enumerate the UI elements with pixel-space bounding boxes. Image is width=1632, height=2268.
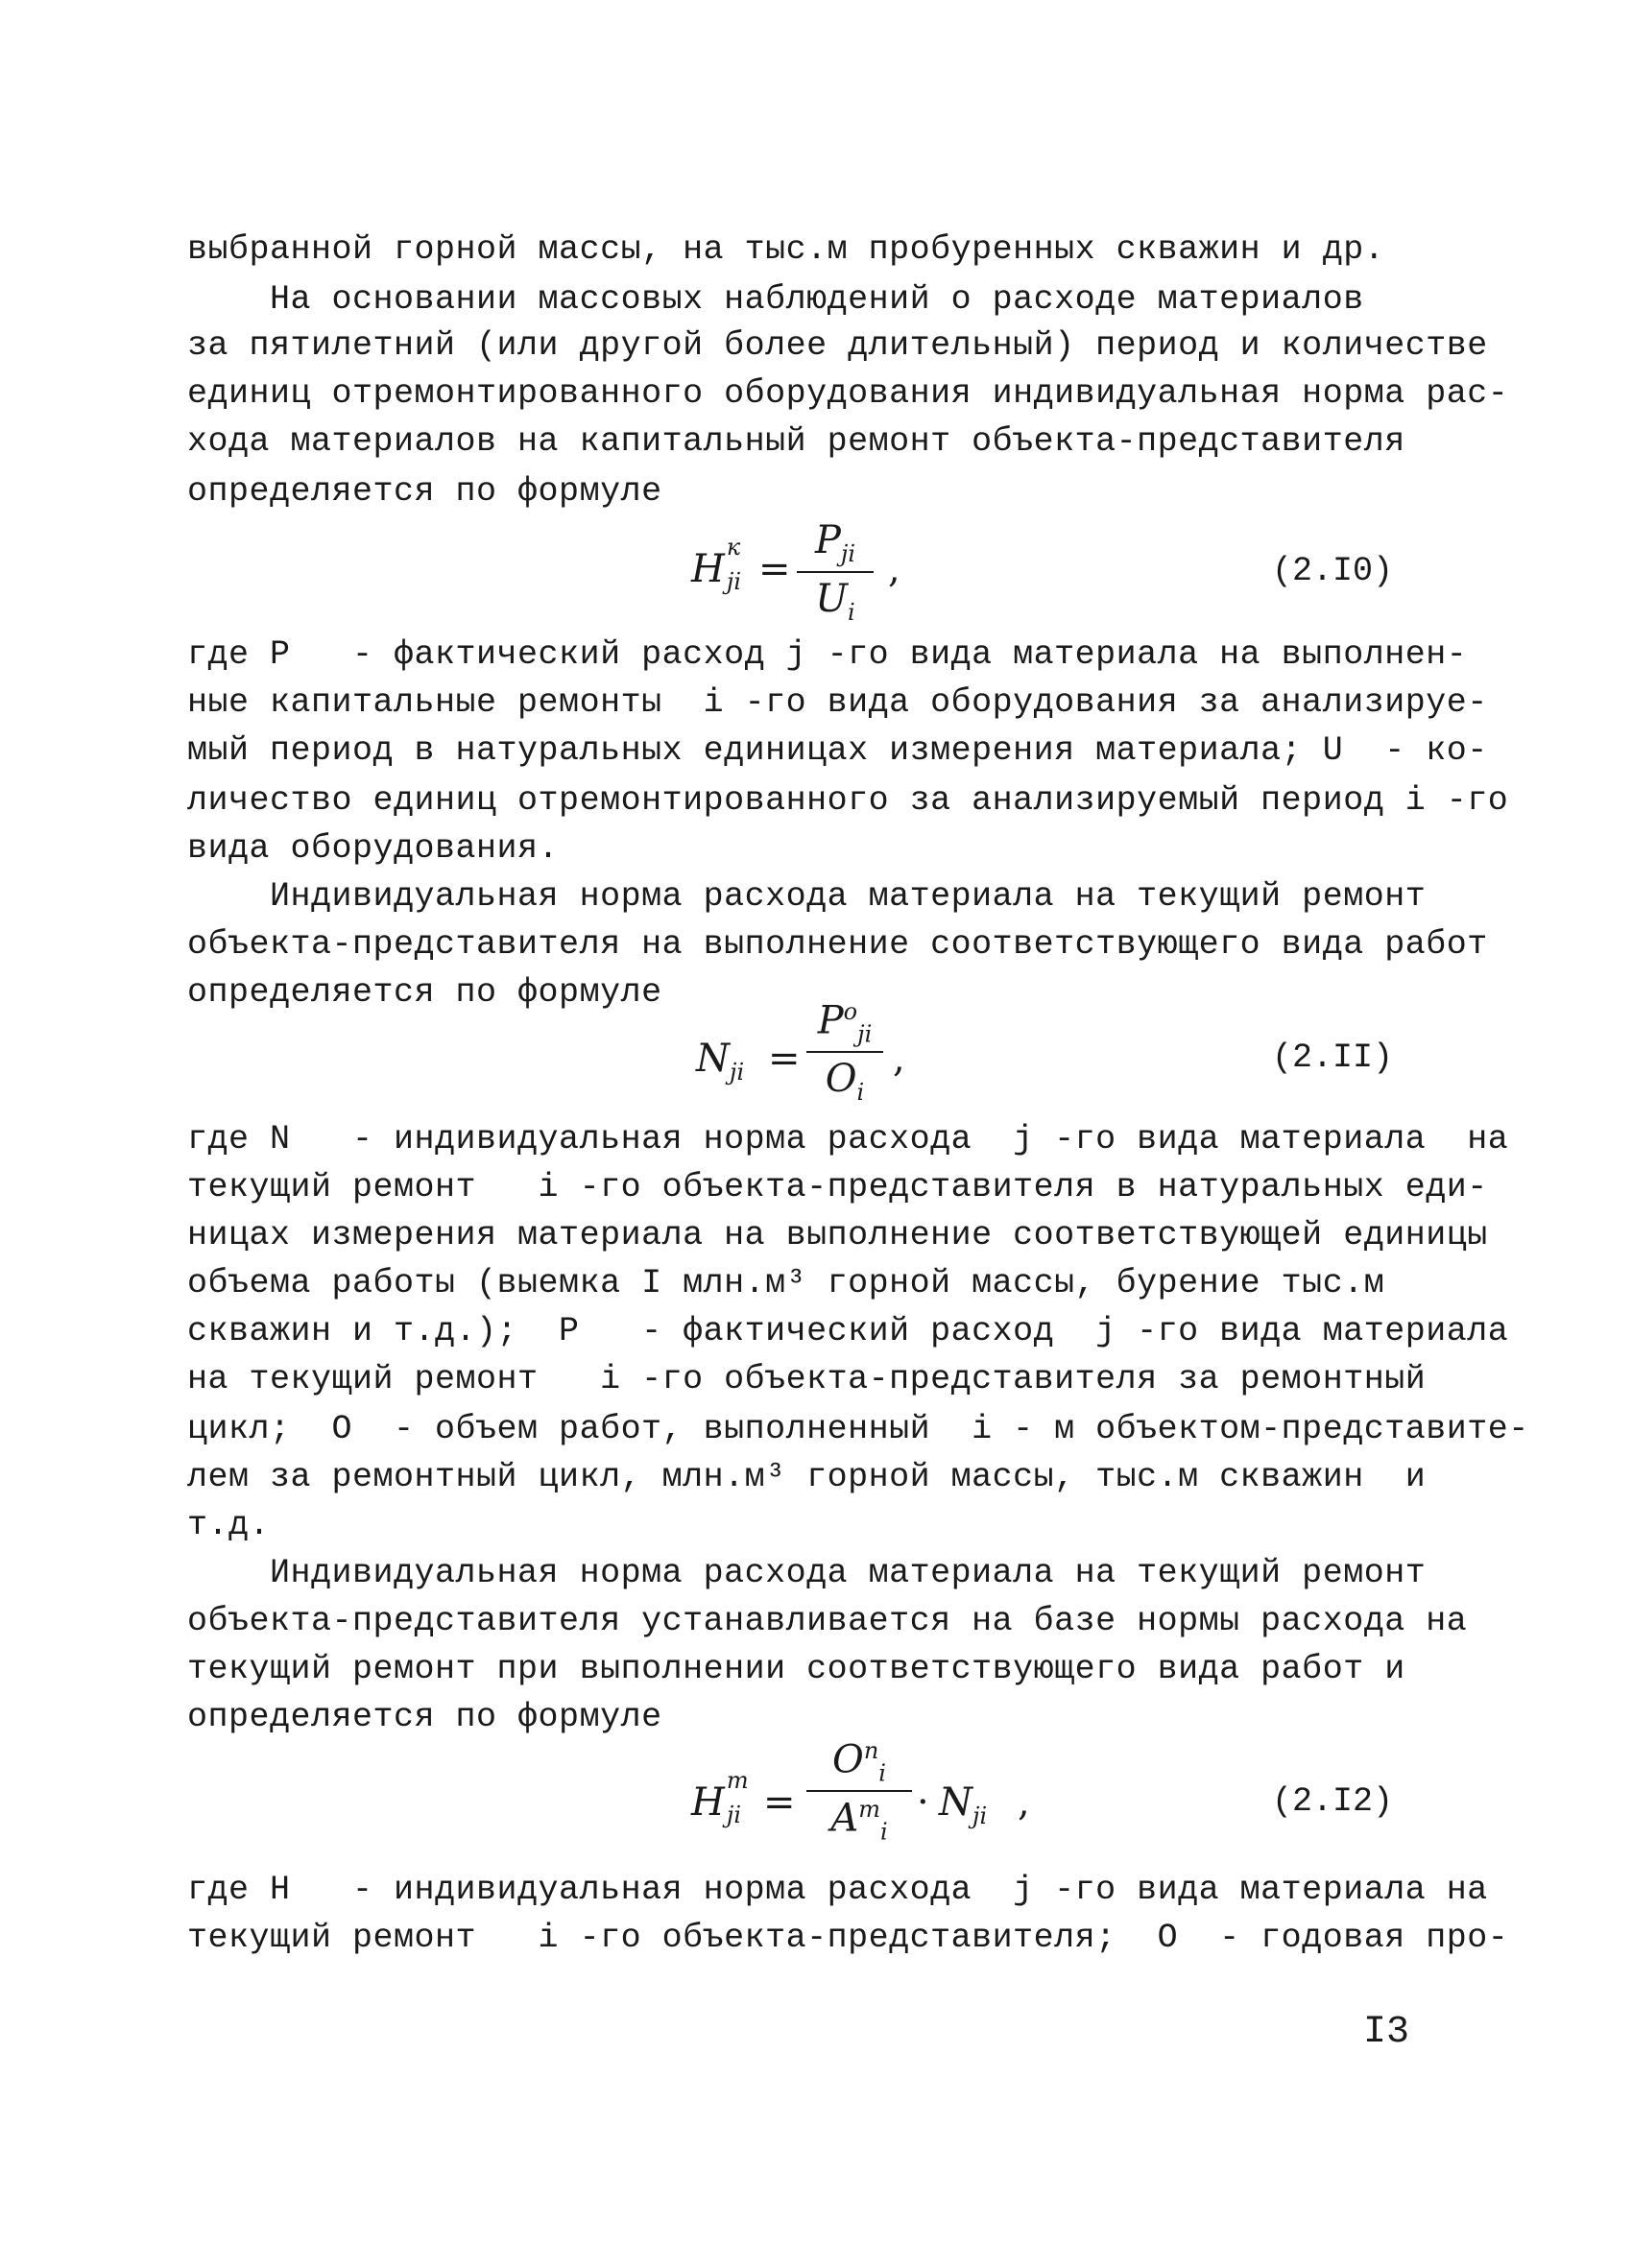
text-line: Индивидуальная норма расхода материала на текущий ремонт [187,1554,1427,1592]
text-line: за пятилетний (или другой более длительный) период и количестве [187,326,1488,365]
text-line: мый период в натуральных единицах измерения материала; U - ко- [187,731,1488,770]
text-line: определяется по формуле [187,472,662,511]
text-line: где N - индивидуальная норма расхода j -го вида материала на [187,1120,1509,1158]
formula-2-12: H т ji = $O^п_i$ $A^m_i$ · $N_{ji}$ , [691,1737,1030,1846]
text-line: где H - индивидуальная норма расхода j -го вида материала на [187,1871,1488,1909]
text-line: хода материалов на капитальный ремонт объекта-представителя [187,422,1405,461]
text-line: где P - фактический расход j -го вида материала на выполнен- [187,635,1468,674]
equation-number: (2.I0) [1272,552,1394,590]
text-line: скважин и т.д.); P - фактический расход j -го вида материала [187,1312,1509,1350]
text-line: текущий ремонт i -го объекта-представителя; O - годовая про- [187,1919,1509,1957]
text-line: определяется по формуле [187,973,662,1012]
text-line: текущий ремонт i -го объекта-представителя в натуральных еди- [187,1168,1488,1206]
page-number: I3 [1363,2011,1410,2054]
text-line: т.д. [187,1506,271,1544]
text-line: На основании массовых наблюдений о расходе материалов [187,280,1364,319]
text-line: объема работы (выемка I млн.м³ горной массы, бурение тыс.м [187,1264,1385,1302]
text-line: вида оборудования. [187,829,560,868]
text-line: текущий ремонт при выполнении соответствующего вида работ и [187,1650,1405,1688]
text-line: Индивидуальная норма расхода материала на текущий ремонт [187,877,1427,916]
text-line: единиц отремонтированного оборудования индивидуальная норма рас- [187,374,1509,413]
text-line: лем за ремонтный цикл, млн.м³ горной массы, тыс.м скважин и [187,1458,1427,1496]
equation-number: (2.I2) [1272,1782,1394,1821]
text-line: личество единиц отремонтированного за анализируемый период i -го [187,781,1509,820]
text-line: ные капитальные ремонты i -го вида оборудования за анализируе- [187,683,1488,722]
text-line: на текущий ремонт i -го объекта-представителя за ремонтный [187,1360,1427,1398]
text-line: цикл; O - объем работ, выполненный i - м объектом-представите- [187,1410,1529,1448]
text-line: объекта-представителя устанавливается на базе нормы расхода на [187,1602,1468,1640]
text-line: выбранной горной массы, на тыс.м пробуренных скважин и др. [187,230,1385,269]
equation-number: (2.II) [1272,1039,1394,1077]
formula-2-11: $N_{ji}$ = $P^o_{ji}$ $O_i$ , [696,998,905,1107]
formula-2-10: H к ji = $P_{ji}$ $U_i$ , [691,518,900,626]
text-line: ницах измерения материала на выполнение соответствующей единицы [187,1216,1488,1254]
text-line: определяется по формуле [187,1698,662,1736]
text-line: объекта-представителя на выполнение соответствующего вида работ [187,925,1488,964]
